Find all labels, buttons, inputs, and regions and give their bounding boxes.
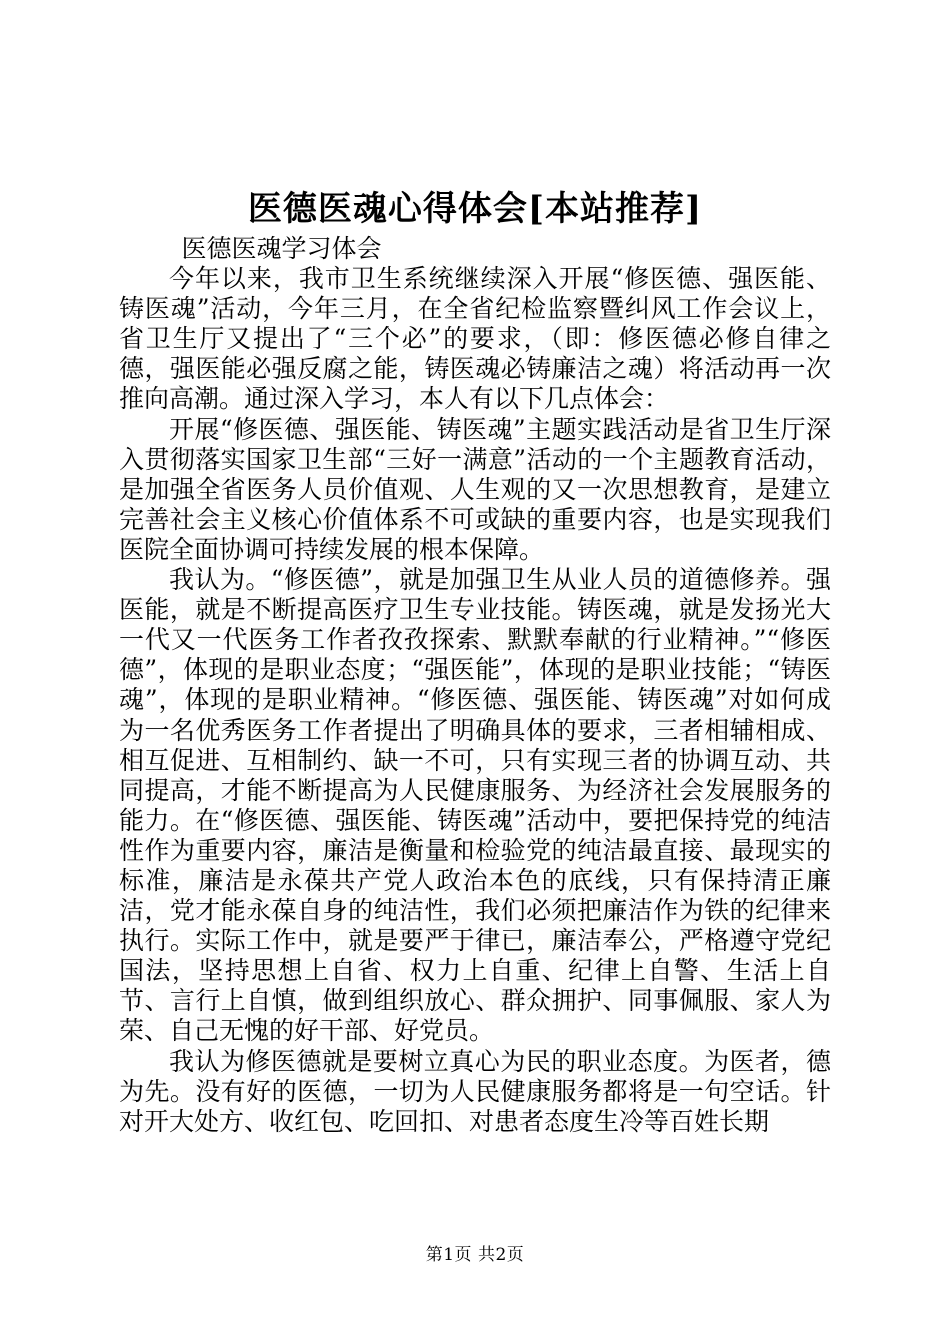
- paragraph-4: 我认为修医德就是要树立真心为民的职业态度。为医者，德为先。没有好的医德，一切为人民健康服务都将是一句空话。针对开大处方、收红包、吃回扣、对患者态度生冷等百姓长期: [119, 1046, 831, 1136]
- document-subtitle: 医德医魂学习体会: [181, 234, 382, 263]
- paragraph-2: 开展“修医德、强医能、铸医魂”主题实践活动是省卫生厅深入贯彻落实国家卫生部“三好一满意”活动的一个主题教育活动，是加强全省医务人员价值观、人生观的又一次思想教育，是建立完善社会主义核心价值体系不可或缺的重要内容，也是实现我们医院全面协调可持续发展的根本保障。: [119, 414, 831, 564]
- document-title: 医德医魂心得体会[本站推荐]: [247, 189, 703, 229]
- paragraph-3: 我认为。“修医德”，就是加强卫生从业人员的道德修养。强医能，就是不断提高医疗卫生专业技能。铸医魂，就是发扬光大一代又一代医务工作者孜孜探索、默默奉献的行业精神。”“修医德”，体现的是职业态度；“强医能”，体现的是职业技能；“铸医魂”，体现的是职业精神。“修医德、强医能、铸医魂”对如何成为一名优秀医务工作者提出了明确具体的要求，三者相辅相成、相互促进、互相制约、缺一不可，只有实现三者的协调互动、共同提高，才能不断提高为人民健康服务、为经济社会发展服务的能力。在“修医德、强医能、铸医魂”活动中，要把保持党的纯洁性作为重要内容，廉洁是衡量和检验党的纯洁最直接、最现实的标准，廉洁是永葆共产党人政治本色的底线，只有保持清正廉洁，党才能永葆自身的纯洁性，我们必须把廉洁作为铁的纪律来执行。实际工作中，就是要严于律已，廉洁奉公，严格遵守党纪国法，坚持思想上自省、权力上自重、纪律上自警、生活上自节、言行上自慎，做到组织放心、群众拥护、同事佩服、家人为荣、自己无愧的好干部、好党员。: [119, 565, 831, 1046]
- page-footer: 第1页 共2页: [425, 1245, 525, 1265]
- document-body: [119, 234, 831, 1137]
- paragraph-1: 今年以来，我市卫生系统继续深入开展“修医德、强医能、铸医魂”活动，今年三月，在全省纪检监察暨纠风工作会议上，省卫生厅又提出了“三个必”的要求，（即：修医德必修自律之德，强医能必强反腐之能，铸医魂必铸廉洁之魂）将活动再一次推向高潮。通过深入学习，本人有以下几点体会：: [119, 264, 831, 414]
